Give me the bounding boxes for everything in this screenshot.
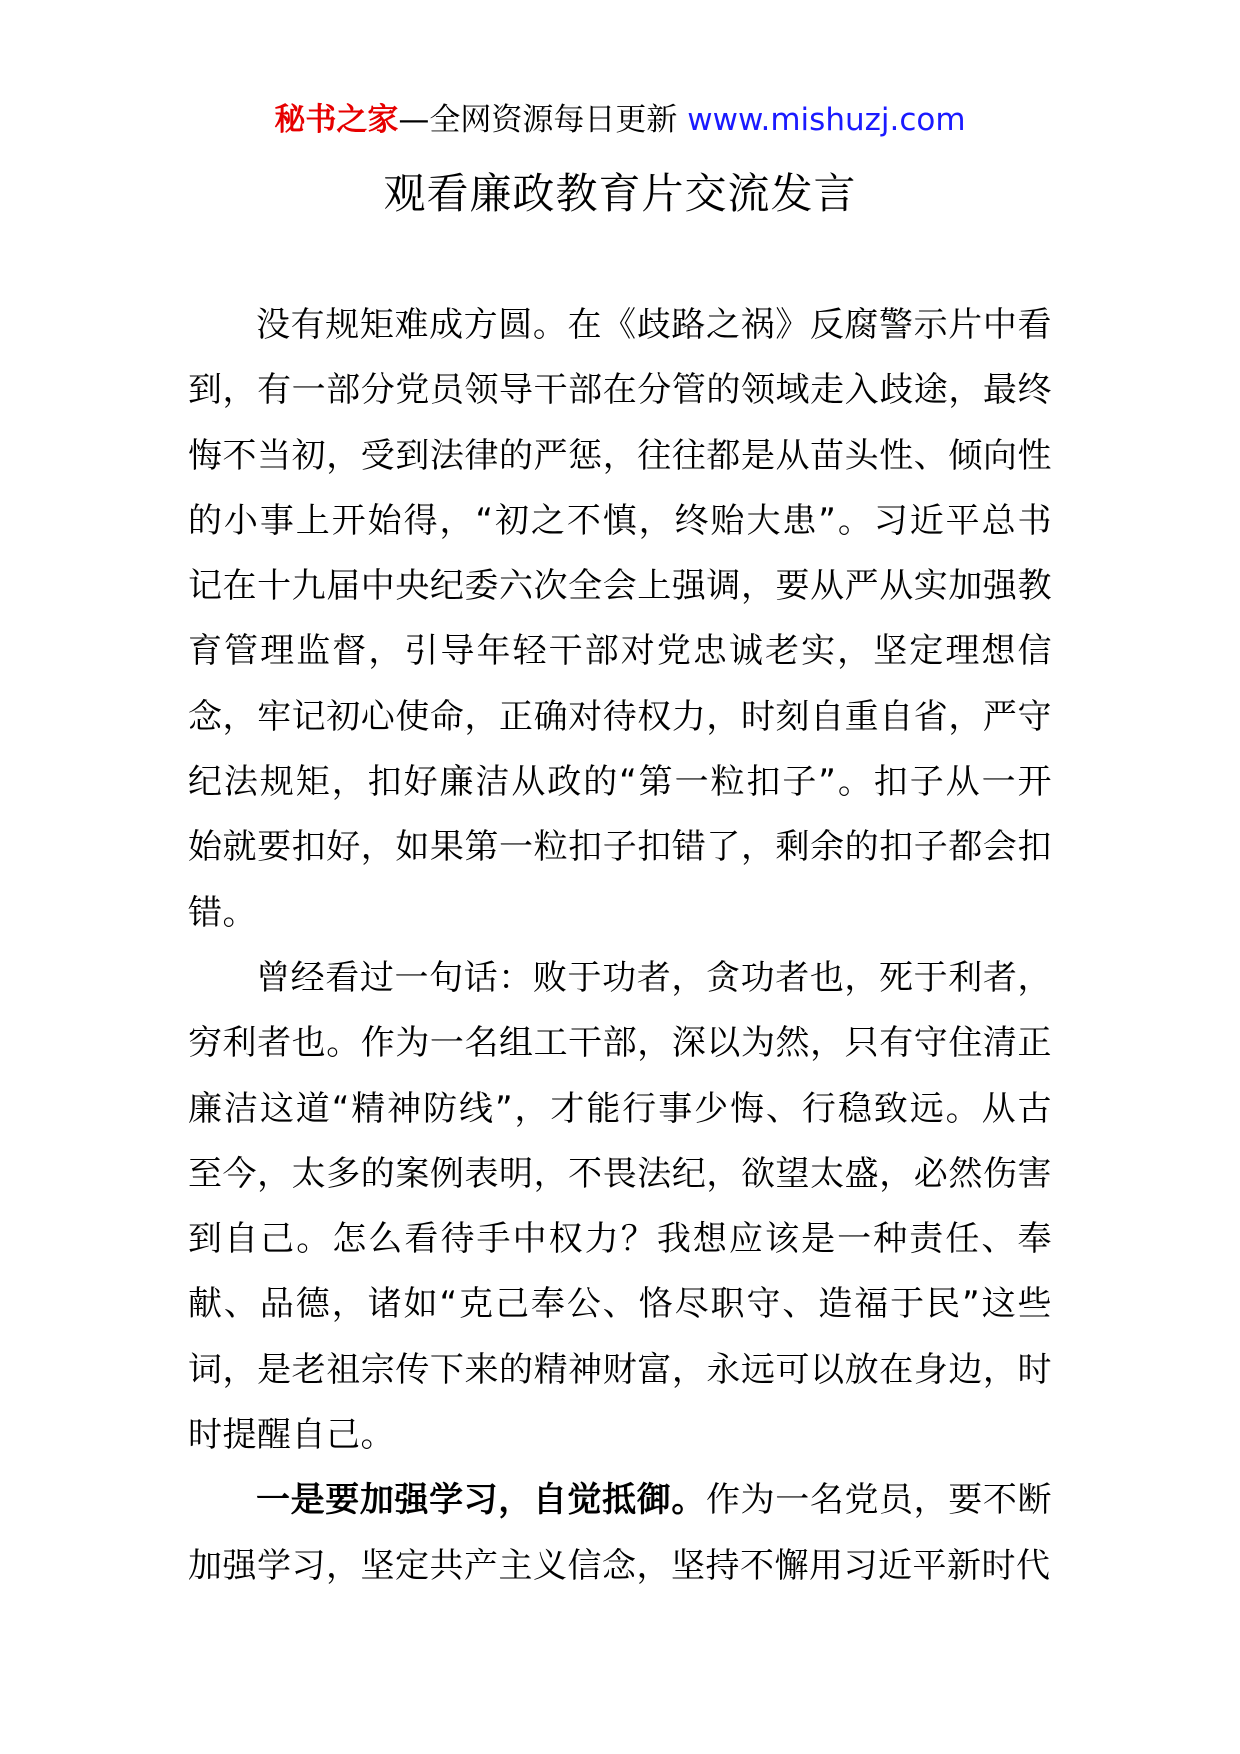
site-url-link[interactable]: www.mishuzj.com <box>687 102 966 138</box>
paragraph-text: 曾经看过一句话：败于功者，贪功者也，死于利者，穷利者也。作为一名组工干部，深以为然，只有守住清正廉洁这道“精神防线”，才能行事少悔、行稳致远。从古至今，太多的案例表明，不畏法纪，欲望太盛，必然伤害到自己。怎么看待手中权力？我想应该是一种责任、奉献、品德，诸如“克己奉公、恪尽职守、造福于民”这些词，是老祖宗传下来的精神财富，永远可以放在身边，时时提醒自己。 <box>188 957 1052 1456</box>
document-body <box>188 293 1052 1599</box>
paragraph-2 <box>188 946 1052 1468</box>
document-title: 观看廉政教育片交流发言 <box>383 169 857 218</box>
paragraph-text: 作为一名党员，要不断加强学习，坚定共产主义信念，坚持不懈用习近平新时代 <box>188 1480 1053 1586</box>
header-banner <box>0 100 1240 140</box>
brand-name: 秘书之家 <box>274 102 399 138</box>
paragraph-lead-heading: 一是要加强学习，自觉抵御。 <box>256 1480 706 1521</box>
paragraph-1 <box>188 293 1052 946</box>
header-slogan: —全网资源每日更新 <box>398 102 688 138</box>
paragraph-text: 没有规矩难成方圆。在《歧路之祸》反腐警示片中看到，有一部分党员领导干部在分管的领域走入歧途，最终悔不当初，受到法律的严惩，往往都是从苗头性、倾向性的小事上开始得，“初之不慎，终贻大患”。习近平总书记在十九届中央纪委六次全会上强调，要从严从实加强教育管理监督，引导年轻干部对党忠诚老实，坚定理想信念，牢记初心使命，正确对待权力，时刻自重自省，严守纪法规矩，扣好廉洁从政的“第一粒扣子”。扣子从一开始就要扣好，如果第一粒扣子扣错了，剩余的扣子都会扣错。 <box>188 305 1052 933</box>
paragraph-3 <box>188 1468 1052 1599</box>
